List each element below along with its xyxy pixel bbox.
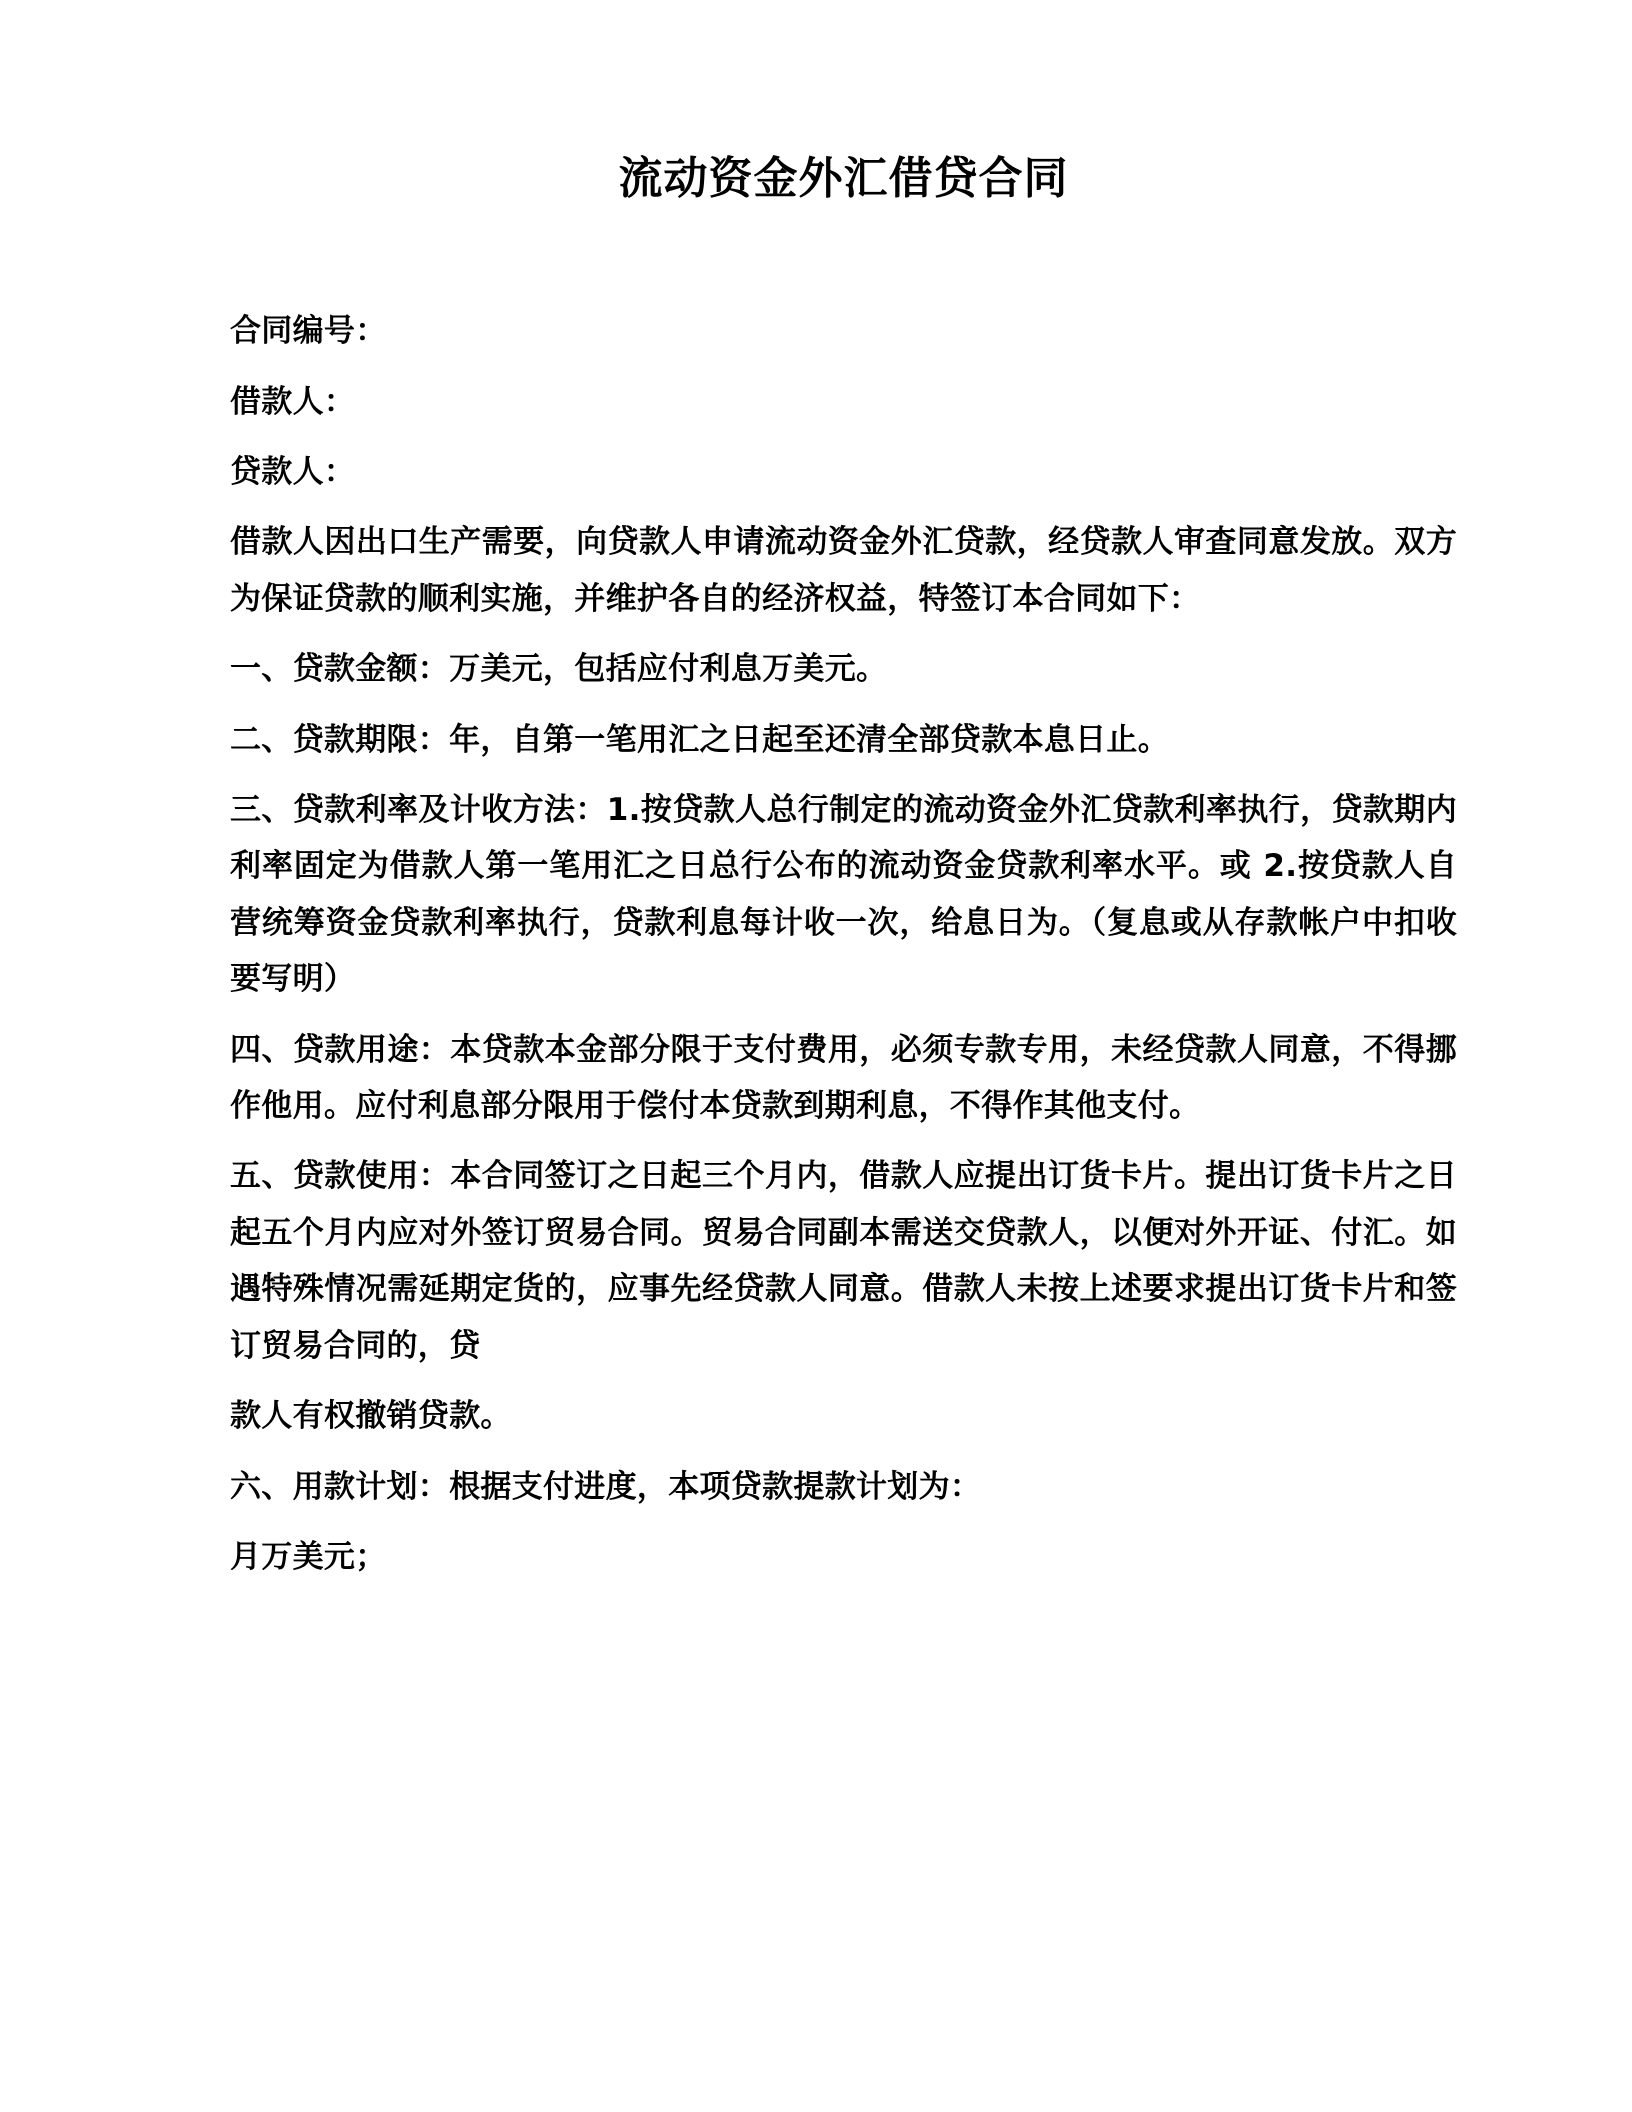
document-body (230, 303, 1457, 1585)
paragraph-clause-5-continued: 款人有权撤销贷款。 (230, 1398, 512, 1435)
paragraph-preamble: 借款人因出口生产需要，向贷款人申请流动资金外汇贷款，经贷款人审查同意发放。双方为保证贷款的顺利实施，并维护各自的经济权益，特签订本合同如下： (230, 524, 1457, 617)
paragraph-clause-2-loan-term: 二、贷款期限：年，自第一笔用汇之日起至还清全部贷款本息日止。 (230, 721, 1169, 758)
page-title: 流动资金外汇借贷合同 (618, 153, 1069, 204)
paragraph-clause-6-drawdown-plan: 六、用款计划：根据支付进度，本项贷款提款计划为： (230, 1468, 982, 1505)
paragraph-lender: 贷款人： (230, 454, 356, 490)
paragraph-clause-3-interest-rate: 三、贷款利率及计收方法：1.按贷款人总行制定的流动资金外汇贷款利率执行，贷款期内利率固定为借款人第一笔用汇之日总行公布的流动资金贷款利率水平。或 2.按贷款人自营统筹资金贷款利率执行，贷款利息每计收一次，给息日为。（复息或从存款帐户中扣收要写明） (230, 792, 1457, 998)
paragraph-clause-4-loan-purpose: 四、贷款用途：本贷款本金部分限于支付费用，必须专款专用，未经贷款人同意，不得挪作他用。应付利息部分限用于偿付本贷款到期利息，不得作其他支付。 (230, 1031, 1457, 1125)
paragraph-clause-5-loan-use: 五、贷款使用：本合同签订之日起三个月内，借款人应提出订货卡片。提出订货卡片之日起五个月内应对外签订贸易合同。贸易合同副本需送交贷款人，以便对外开证、付汇。如遇特殊情况需延期定货的，应事先经贷款人同意。借款人未按上述要求提出订货卡片和签订贸易合同的，贷 (230, 1158, 1457, 1364)
paragraph-contract-number: 合同编号： (230, 313, 387, 350)
paragraph-clause-1-loan-amount: 一、贷款金额：万美元，包括应付利息万美元。 (230, 651, 888, 688)
paragraph-clause-6-amount-line: 月万美元； (230, 1538, 387, 1575)
paragraph-borrower: 借款人： (230, 383, 356, 420)
